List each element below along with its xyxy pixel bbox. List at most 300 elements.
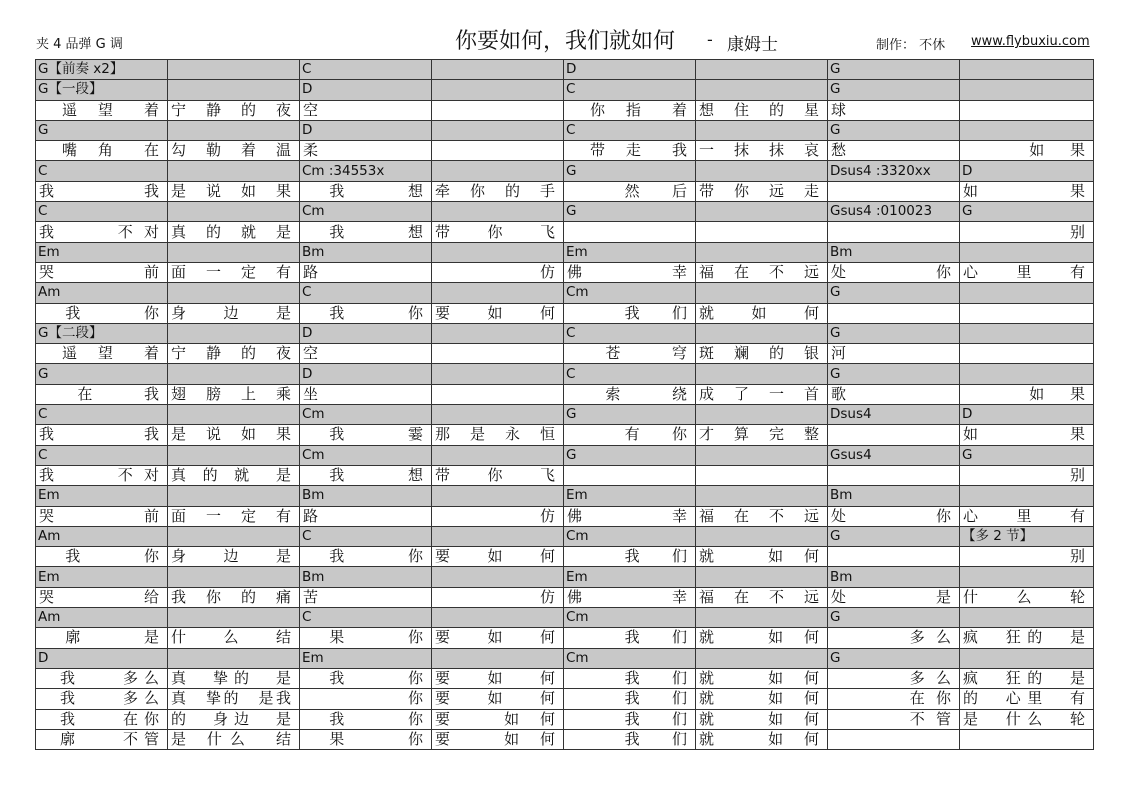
chord-cell: Cm <box>300 202 432 222</box>
lyric-cell: 我 你 <box>300 709 432 729</box>
chord-cell: Bm <box>300 486 432 506</box>
lyric-cell: 我 不对 <box>36 465 168 485</box>
website-link[interactable]: www.flybuxiu.com <box>971 34 1090 49</box>
chord-cell: Bm <box>300 242 432 262</box>
lyric-row <box>36 587 1094 607</box>
lyric-cell: 索 绕 <box>564 384 696 404</box>
chord-cell: G <box>828 608 960 628</box>
chord-cell <box>168 161 300 181</box>
lyric-row <box>36 344 1094 364</box>
lyric-cell: 哭 给 <box>36 587 168 607</box>
chord-cell: C <box>36 445 168 465</box>
lyric-cell: 就 如 何 <box>696 729 828 749</box>
chord-cell: C <box>564 120 696 140</box>
lyric-row <box>36 689 1094 709</box>
chord-row <box>36 80 1094 100</box>
chord-cell <box>432 486 564 506</box>
chord-cell: Dsus4 <box>828 405 960 425</box>
lyric-cell: 然 后 <box>564 181 696 201</box>
chord-cell: Bm <box>300 567 432 587</box>
chord-cell: C <box>36 202 168 222</box>
chord-cell: Bm <box>828 486 960 506</box>
chord-cell: Em <box>564 242 696 262</box>
lyric-cell: 遥 望 着 <box>36 100 168 120</box>
chord-cell <box>168 120 300 140</box>
chord-cell: C <box>564 80 696 100</box>
lyric-cell: 要 如 何 <box>432 689 564 709</box>
chord-cell <box>432 161 564 181</box>
lyric-cell: 牵 你 的 手 <box>432 181 564 201</box>
lyric-row <box>36 668 1094 688</box>
lyric-row <box>36 628 1094 648</box>
lyric-cell <box>960 344 1094 364</box>
lyric-cell: 仿 <box>432 587 564 607</box>
lyric-cell: 斑 斓 的 银 <box>696 344 828 364</box>
lyric-row <box>36 425 1094 445</box>
chord-cell <box>960 364 1094 384</box>
chord-cell <box>696 486 828 506</box>
lyric-cell: 别 <box>960 222 1094 242</box>
chord-cell: D <box>564 60 696 80</box>
chord-cell: C <box>300 526 432 546</box>
chord-row <box>36 202 1094 222</box>
lyric-cell <box>828 222 960 242</box>
lyric-cell: 带 走 我 <box>564 141 696 161</box>
chord-cell <box>696 161 828 181</box>
chord-cell <box>432 323 564 343</box>
lyric-cell: 处 是 <box>828 587 960 607</box>
chord-cell <box>696 242 828 262</box>
lyric-cell: 佛 幸 <box>564 587 696 607</box>
chord-cell <box>168 242 300 262</box>
chord-cell <box>432 242 564 262</box>
lyric-cell: 翅 膀 上 乘 <box>168 384 300 404</box>
lyric-cell: 就 如 何 <box>696 689 828 709</box>
chord-cell <box>960 567 1094 587</box>
chord-row <box>36 242 1094 262</box>
lyric-cell: 要 如 何 <box>432 668 564 688</box>
lyric-cell: 处 你 <box>828 506 960 526</box>
chord-cell <box>432 80 564 100</box>
lyric-cell: 球 <box>828 100 960 120</box>
lyric-cell: 要 如 何 <box>432 729 564 749</box>
chord-row <box>36 161 1094 181</box>
lyric-cell: 我 霎 <box>300 425 432 445</box>
lyric-cell: 是 说 如 果 <box>168 425 300 445</box>
lyric-cell: 我 在你 <box>36 709 168 729</box>
chord-cell <box>432 445 564 465</box>
chord-cell: Dsus4 :3320xx <box>828 161 960 181</box>
lyric-cell: 哭 前 <box>36 506 168 526</box>
lyric-cell <box>828 181 960 201</box>
lyric-cell: 佛 幸 <box>564 262 696 282</box>
lyric-cell: 遥 望 着 <box>36 344 168 364</box>
chord-cell: D <box>36 648 168 668</box>
lyric-cell: 空 <box>300 100 432 120</box>
lyric-cell: 我 你 的 痛 <box>168 587 300 607</box>
chord-row <box>36 648 1094 668</box>
lyric-cell: 在 我 <box>36 384 168 404</box>
lyric-cell: 福 在 不 远 <box>696 587 828 607</box>
lyric-cell: 我 你 <box>300 303 432 323</box>
chord-cell: G <box>36 120 168 140</box>
lyric-cell: 坐 <box>300 384 432 404</box>
lyric-cell: 就 如 何 <box>696 709 828 729</box>
lyric-cell: 我 们 <box>564 668 696 688</box>
chord-cell <box>960 242 1094 262</box>
chord-cell: Am <box>36 526 168 546</box>
lyric-cell: 要 如 何 <box>432 628 564 648</box>
chord-cell <box>168 567 300 587</box>
lyric-row <box>36 100 1094 120</box>
lyric-cell: 我 们 <box>564 689 696 709</box>
lyric-cell: 在你 <box>828 689 960 709</box>
chord-cell <box>696 648 828 668</box>
chord-cell <box>168 283 300 303</box>
chord-cell: D <box>300 323 432 343</box>
chord-cell: Em <box>564 486 696 506</box>
lyric-cell: 我 想 <box>300 465 432 485</box>
lyric-row <box>36 303 1094 323</box>
lyric-row <box>36 384 1094 404</box>
lyric-cell: 成 了 一 首 <box>696 384 828 404</box>
lyric-cell: 柔 <box>300 141 432 161</box>
lyric-cell: 想 住 的 星 <box>696 100 828 120</box>
lyric-cell <box>432 100 564 120</box>
chord-cell <box>168 648 300 668</box>
chord-cell: G <box>828 364 960 384</box>
lyric-cell <box>564 222 696 242</box>
chord-cell: Cm <box>564 648 696 668</box>
chord-cell <box>432 567 564 587</box>
lyric-cell: 我 你 <box>36 547 168 567</box>
chord-cell: Cm <box>300 405 432 425</box>
lyric-cell <box>828 729 960 749</box>
lyric-cell: 我 们 <box>564 709 696 729</box>
chord-cell <box>432 526 564 546</box>
lyric-cell: 带 你 飞 <box>432 222 564 242</box>
lyric-cell <box>564 465 696 485</box>
lyric-cell: 福 在 不 远 <box>696 262 828 282</box>
chord-cell <box>168 405 300 425</box>
chord-cell: G <box>828 60 960 80</box>
lyric-cell: 我 们 <box>564 303 696 323</box>
lyric-cell: 我 你 <box>300 668 432 688</box>
chord-cell <box>960 648 1094 668</box>
lyric-cell: 要 如 何 <box>432 709 564 729</box>
song-title: 你要如何，我们就如何 <box>455 29 676 54</box>
lyric-cell: 如 果 <box>960 181 1094 201</box>
chord-cell: G <box>960 445 1094 465</box>
lyric-cell: 多么 <box>828 628 960 648</box>
lyric-cell: 福 在 不 远 <box>696 506 828 526</box>
chord-cell: G <box>564 445 696 465</box>
chord-cell: D <box>300 80 432 100</box>
chord-cell <box>432 202 564 222</box>
chord-cell <box>168 60 300 80</box>
lyric-cell <box>828 465 960 485</box>
chord-cell: G <box>564 405 696 425</box>
chord-cell: Gsus4 <box>828 445 960 465</box>
lyric-cell: 路 <box>300 506 432 526</box>
lyric-cell: 如 果 <box>960 384 1094 404</box>
lyric-cell <box>960 100 1094 120</box>
chord-cell <box>432 60 564 80</box>
chord-cell: Cm <box>564 608 696 628</box>
lyric-row <box>36 141 1094 161</box>
chord-row <box>36 323 1094 343</box>
lyric-row <box>36 181 1094 201</box>
chord-cell: G <box>564 161 696 181</box>
chord-cell <box>168 202 300 222</box>
chord-cell: Cm <box>300 445 432 465</box>
chord-cell: C <box>36 405 168 425</box>
lyric-cell: 如 果 <box>960 141 1094 161</box>
chord-cell <box>960 608 1094 628</box>
chord-cell <box>696 445 828 465</box>
lyric-cell: 是 什么 轮 <box>960 709 1094 729</box>
lyric-cell: 仿 <box>432 506 564 526</box>
lyric-cell: 是 说 如 果 <box>168 181 300 201</box>
lyric-cell: 廓 不管 <box>36 729 168 749</box>
lyric-cell: 嘴 角 在 <box>36 141 168 161</box>
lyric-cell: 才 算 完 整 <box>696 425 828 445</box>
lyric-cell: 苍 穹 <box>564 344 696 364</box>
lyric-cell: 我 多么 <box>36 668 168 688</box>
lyric-cell: 别 <box>960 547 1094 567</box>
lyric-cell: 我 想 <box>300 181 432 201</box>
lyric-cell: 面 一 定 有 <box>168 506 300 526</box>
lyric-cell: 带 你 远 走 <box>696 181 828 201</box>
chord-cell: C <box>564 364 696 384</box>
lyric-cell: 是 什么 结 <box>168 729 300 749</box>
lyric-cell: 面 一 定 有 <box>168 262 300 282</box>
chord-cell <box>168 608 300 628</box>
lyric-cell: 真 挚的 是我 <box>168 689 300 709</box>
lyric-cell <box>828 303 960 323</box>
lyric-cell: 就 如 何 <box>696 628 828 648</box>
lyric-cell: 我 你 <box>300 547 432 567</box>
lyric-cell: 我 想 <box>300 222 432 242</box>
lyric-cell <box>828 425 960 445</box>
chord-cell: Am <box>36 283 168 303</box>
lyric-row <box>36 547 1094 567</box>
chord-cell: Em <box>36 567 168 587</box>
chord-cell: D <box>960 405 1094 425</box>
chord-cell <box>696 120 828 140</box>
lyric-cell: 你 <box>300 689 432 709</box>
lyric-cell: 我 们 <box>564 729 696 749</box>
chord-cell: G <box>564 202 696 222</box>
chord-cell: G <box>828 120 960 140</box>
chord-cell: D <box>300 364 432 384</box>
lyric-cell: 宁 静 的 夜 <box>168 344 300 364</box>
lyric-cell: 的 身边 是 <box>168 709 300 729</box>
lyric-cell <box>828 547 960 567</box>
lyric-cell: 什 么 结 <box>168 628 300 648</box>
chord-cell: Cm :34553x <box>300 161 432 181</box>
chord-row <box>36 283 1094 303</box>
lyric-cell: 心 里 有 <box>960 506 1094 526</box>
lyric-cell: 真 挚的 是 <box>168 668 300 688</box>
chord-row <box>36 608 1094 628</box>
chord-row <box>36 486 1094 506</box>
lyric-row <box>36 709 1094 729</box>
title-separator: - <box>707 30 713 49</box>
lyric-cell <box>960 729 1094 749</box>
chord-row <box>36 567 1094 587</box>
lyric-cell: 我 你 <box>36 303 168 323</box>
chord-cell: G <box>36 364 168 384</box>
chord-row <box>36 445 1094 465</box>
chord-cell <box>960 60 1094 80</box>
lyric-cell: 河 <box>828 344 960 364</box>
chord-cell: G <box>828 323 960 343</box>
lyric-cell <box>696 222 828 242</box>
lyric-cell: 带 你 飞 <box>432 465 564 485</box>
lyric-cell: 真 的 就 是 <box>168 465 300 485</box>
lyric-cell: 我 多么 <box>36 689 168 709</box>
chord-cell <box>696 202 828 222</box>
lyric-cell: 廓 是 <box>36 628 168 648</box>
lyric-cell: 多么 <box>828 668 960 688</box>
chord-cell: Cm <box>564 526 696 546</box>
chord-cell <box>168 80 300 100</box>
chord-cell: Bm <box>828 567 960 587</box>
lyric-cell: 身 边 是 <box>168 547 300 567</box>
lyric-row <box>36 465 1094 485</box>
chord-cell <box>960 283 1094 303</box>
lyric-cell: 真 的 就 是 <box>168 222 300 242</box>
lyric-cell: 佛 幸 <box>564 506 696 526</box>
lyric-cell: 果 你 <box>300 729 432 749</box>
chord-cell: G <box>828 526 960 546</box>
lyric-cell: 疯 狂的 是 <box>960 628 1094 648</box>
chord-cell <box>432 405 564 425</box>
chord-cell <box>432 283 564 303</box>
chord-cell: 【多 2 节】 <box>960 526 1094 546</box>
lyric-cell: 心 里 有 <box>960 262 1094 282</box>
chord-lyric-sheet <box>35 59 1094 750</box>
lyric-cell <box>960 303 1094 323</box>
chord-cell <box>432 120 564 140</box>
chord-cell <box>432 648 564 668</box>
chord-cell <box>960 486 1094 506</box>
chord-cell <box>696 567 828 587</box>
chord-cell: Em <box>36 242 168 262</box>
lyric-cell: 有 你 <box>564 425 696 445</box>
chord-cell: C <box>36 161 168 181</box>
chord-cell: Em <box>300 648 432 668</box>
chord-cell: C <box>564 323 696 343</box>
chord-row <box>36 60 1094 80</box>
lyric-cell: 哭 前 <box>36 262 168 282</box>
lyric-cell: 你 指 着 <box>564 100 696 120</box>
chord-cell <box>696 364 828 384</box>
chord-row <box>36 364 1094 384</box>
chord-cell: G <box>828 80 960 100</box>
chord-cell: G <box>828 283 960 303</box>
chord-cell <box>696 608 828 628</box>
chord-cell <box>168 526 300 546</box>
chord-cell: G <box>960 202 1094 222</box>
lyric-cell: 身 边 是 <box>168 303 300 323</box>
lyric-cell: 要 如 何 <box>432 547 564 567</box>
lyric-cell: 那 是 永 恒 <box>432 425 564 445</box>
lyric-cell: 我 不对 <box>36 222 168 242</box>
chord-cell: C <box>300 608 432 628</box>
lyric-cell: 什 么 轮 <box>960 587 1094 607</box>
chord-cell <box>168 486 300 506</box>
chord-cell: Gsus4 :010023 <box>828 202 960 222</box>
chord-cell: Em <box>36 486 168 506</box>
chord-cell <box>696 323 828 343</box>
lyric-cell: 要 如 何 <box>432 303 564 323</box>
lyric-cell: 就 如 何 <box>696 668 828 688</box>
lyric-cell <box>432 344 564 364</box>
lyric-cell: 苦 <box>300 587 432 607</box>
lyric-row <box>36 222 1094 242</box>
chord-cell <box>432 364 564 384</box>
chord-cell: G【二段】 <box>36 323 168 343</box>
lyric-cell: 如 果 <box>960 425 1094 445</box>
chord-cell <box>960 80 1094 100</box>
lyric-cell: 处 你 <box>828 262 960 282</box>
chord-cell: G【一段】 <box>36 80 168 100</box>
chord-cell <box>960 120 1094 140</box>
lyric-cell: 空 <box>300 344 432 364</box>
lyric-cell: 别 <box>960 465 1094 485</box>
chord-cell <box>696 526 828 546</box>
lyric-cell: 宁 静 的 夜 <box>168 100 300 120</box>
artist-name: 康姆士 <box>727 35 778 55</box>
chord-cell <box>168 323 300 343</box>
chord-cell <box>696 283 828 303</box>
chord-cell <box>168 445 300 465</box>
lyric-cell: 我 们 <box>564 628 696 648</box>
chord-cell: Em <box>564 567 696 587</box>
lyric-cell: 一 抹 抹 哀 <box>696 141 828 161</box>
lyric-cell: 勾 勒 着 温 <box>168 141 300 161</box>
lyric-cell <box>432 384 564 404</box>
lyric-cell: 就 如 何 <box>696 547 828 567</box>
lyric-cell: 仿 <box>432 262 564 282</box>
chord-cell <box>432 608 564 628</box>
chord-row <box>36 120 1094 140</box>
chord-cell: D <box>960 161 1094 181</box>
chord-cell: G【前奏 x2】 <box>36 60 168 80</box>
lyric-cell: 就 如 何 <box>696 303 828 323</box>
lyric-cell: 愁 <box>828 141 960 161</box>
chord-cell: Bm <box>828 242 960 262</box>
chord-cell: G <box>828 648 960 668</box>
chord-cell: D <box>300 120 432 140</box>
chord-cell <box>960 323 1094 343</box>
lyric-cell <box>432 141 564 161</box>
chord-cell <box>696 80 828 100</box>
lyric-cell: 不管 <box>828 709 960 729</box>
chord-row <box>36 526 1094 546</box>
lyric-row <box>36 506 1094 526</box>
chord-cell: Cm <box>564 283 696 303</box>
lyric-cell: 的 心里 有 <box>960 689 1094 709</box>
lyric-row <box>36 729 1094 749</box>
credit-text: 制作： 不休 <box>876 38 946 53</box>
chord-cell <box>168 364 300 384</box>
chord-cell <box>696 405 828 425</box>
lyric-cell <box>696 465 828 485</box>
chord-cell: C <box>300 60 432 80</box>
